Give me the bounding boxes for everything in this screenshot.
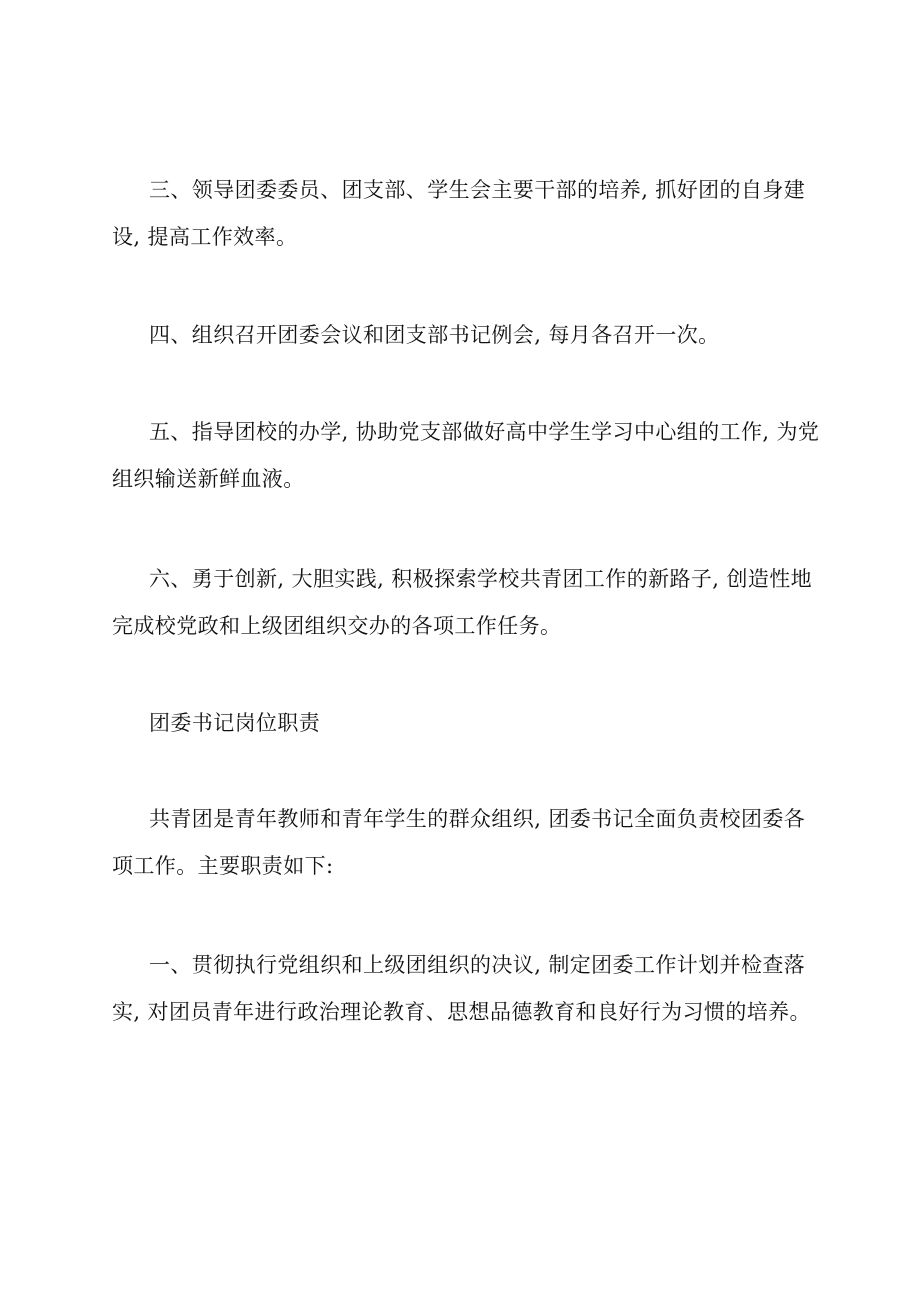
paragraph-line: 完成校党政和上级团组织交办的各项工作任务。 bbox=[112, 614, 562, 638]
paragraph-line: 共青团是青年教师和青年学生的群众组织, 团委书记全面负责校团委各 bbox=[149, 807, 806, 831]
paragraph-4-meetings bbox=[112, 312, 812, 359]
section-heading bbox=[112, 700, 812, 747]
paragraph-3-cadre-training bbox=[112, 167, 812, 261]
paragraph-line: 三、领导团委委员、团支部、学生会主要干部的培养, 抓好团的自身建 bbox=[149, 178, 806, 202]
paragraph-line: 设, 提高工作效率。 bbox=[112, 225, 298, 249]
paragraph-intro bbox=[112, 796, 812, 890]
paragraph-line: 六、勇于创新, 大胆实践, 积极探索学校共青团工作的新路子, 创造性地 bbox=[149, 567, 813, 591]
paragraph-line: 实, 对团员青年进行政治理论教育、思想品德教育和良好行为习惯的培养。 bbox=[112, 1000, 811, 1024]
paragraph-line: 五、指导团校的办学, 协助党支部做好高中学生学习中心组的工作, 为党 bbox=[149, 420, 820, 444]
paragraph-6-innovation bbox=[112, 556, 812, 650]
paragraph-5-league-school bbox=[112, 409, 820, 503]
paragraph-line: 组织输送新鲜血液。 bbox=[112, 467, 305, 491]
paragraph-line: 四、组织召开团委会议和团支部书记例会, 每月各召开一次。 bbox=[149, 323, 720, 347]
paragraph-1-resolutions bbox=[112, 942, 812, 1036]
paragraph-line: 项工作。主要职责如下: bbox=[112, 854, 334, 878]
paragraph-line: 一、贯彻执行党组织和上级团组织的决议, 制定团委工作计划并检查落 bbox=[149, 953, 806, 977]
heading-line: 团委书记岗位职责 bbox=[149, 711, 321, 735]
